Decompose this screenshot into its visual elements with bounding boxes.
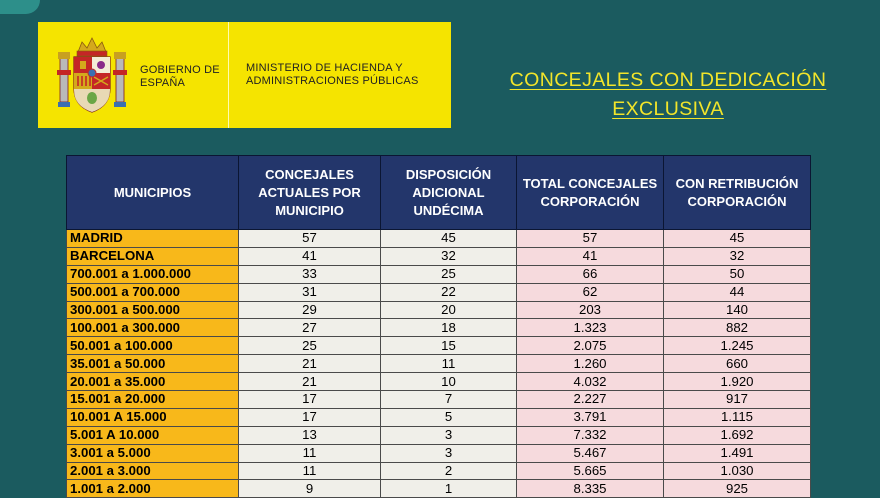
cell-total-concejales: 1.323 (517, 319, 664, 337)
cell-total-concejales: 57 (517, 230, 664, 248)
cell-disposicion-adicional: 18 (381, 319, 517, 337)
cell-total-concejales: 2.227 (517, 391, 664, 409)
cell-disposicion-adicional: 10 (381, 373, 517, 391)
cell-con-retribucion: 1.692 (664, 426, 811, 444)
cell-disposicion-adicional: 20 (381, 301, 517, 319)
table-header-row (67, 156, 811, 230)
cell-con-retribucion: 917 (664, 391, 811, 409)
cell-municipio: 1.001 a 2.000 (67, 480, 239, 498)
cell-disposicion-adicional: 5 (381, 408, 517, 426)
cell-concejales-actuales: 33 (239, 265, 381, 283)
cell-con-retribucion: 45 (664, 230, 811, 248)
cell-concejales-actuales: 57 (239, 230, 381, 248)
cell-total-concejales: 203 (517, 301, 664, 319)
table-row (67, 247, 811, 265)
cell-municipio: 50.001 a 100.000 (67, 337, 239, 355)
concejales-table (66, 155, 811, 498)
table-row (67, 230, 811, 248)
header-concejales-actuales: CONCEJALES ACTUALES POR MUNICIPIO (239, 156, 381, 230)
cell-municipio: 10.001 A 15.000 (67, 408, 239, 426)
table-row (67, 373, 811, 391)
table-row (67, 355, 811, 373)
cell-municipio: MADRID (67, 230, 239, 248)
cell-con-retribucion: 1.245 (664, 337, 811, 355)
cell-concejales-actuales: 21 (239, 355, 381, 373)
cell-municipio: 300.001 a 500.000 (67, 301, 239, 319)
cell-disposicion-adicional: 3 (381, 426, 517, 444)
table-row (67, 301, 811, 319)
header-municipios: MUNICIPIOS (67, 156, 239, 230)
cell-municipio: 35.001 a 50.000 (67, 355, 239, 373)
cell-municipio: 700.001 a 1.000.000 (67, 265, 239, 283)
cell-municipio: 20.001 a 35.000 (67, 373, 239, 391)
cell-total-concejales: 66 (517, 265, 664, 283)
cell-con-retribucion: 50 (664, 265, 811, 283)
banner-divider (228, 22, 229, 128)
cell-total-concejales: 7.332 (517, 426, 664, 444)
cell-disposicion-adicional: 32 (381, 247, 517, 265)
table-row (67, 337, 811, 355)
cell-con-retribucion: 32 (664, 247, 811, 265)
cell-municipio: 100.001 a 300.000 (67, 319, 239, 337)
cell-con-retribucion: 1.115 (664, 408, 811, 426)
cell-concejales-actuales: 17 (239, 408, 381, 426)
cell-disposicion-adicional: 25 (381, 265, 517, 283)
slide-title (480, 66, 856, 124)
cell-total-concejales: 41 (517, 247, 664, 265)
coat-of-arms-icon (56, 36, 128, 116)
cell-municipio: 500.001 a 700.000 (67, 283, 239, 301)
cell-disposicion-adicional: 1 (381, 480, 517, 498)
cell-disposicion-adicional: 15 (381, 337, 517, 355)
cell-total-concejales: 62 (517, 283, 664, 301)
table-row (67, 462, 811, 480)
cell-municipio: 15.001 a 20.000 (67, 391, 239, 409)
cell-concejales-actuales: 11 (239, 462, 381, 480)
slide-title-text: CONCEJALES CON DEDICACIÓN EXCLUSIVA (509, 69, 827, 120)
ministry-label: MINISTERIO DE HACIENDA Y ADMINISTRACIONES PÚBLICAS (246, 62, 419, 87)
cell-con-retribucion: 882 (664, 319, 811, 337)
cell-concejales-actuales: 25 (239, 337, 381, 355)
header-disposicion-adicional: DISPOSICIÓN ADICIONAL UNDÉCIMA (381, 156, 517, 230)
cell-concejales-actuales: 13 (239, 426, 381, 444)
cell-con-retribucion: 1.030 (664, 462, 811, 480)
cell-municipio: BARCELONA (67, 247, 239, 265)
cell-concejales-actuales: 41 (239, 247, 381, 265)
cell-total-concejales: 3.791 (517, 408, 664, 426)
cell-con-retribucion: 660 (664, 355, 811, 373)
cell-disposicion-adicional: 2 (381, 462, 517, 480)
header-con-retribucion: CON RETRIBUCIÓN CORPORACIÓN (664, 156, 811, 230)
cell-concejales-actuales: 31 (239, 283, 381, 301)
government-label: GOBIERNO DE ESPAÑA (140, 64, 220, 89)
table-row (67, 265, 811, 283)
cell-con-retribucion: 44 (664, 283, 811, 301)
table-row (67, 426, 811, 444)
cell-total-concejales: 4.032 (517, 373, 664, 391)
cell-disposicion-adicional: 22 (381, 283, 517, 301)
cell-concejales-actuales: 17 (239, 391, 381, 409)
cell-disposicion-adicional: 45 (381, 230, 517, 248)
table-row (67, 283, 811, 301)
cell-total-concejales: 5.665 (517, 462, 664, 480)
cell-concejales-actuales: 11 (239, 444, 381, 462)
cell-con-retribucion: 140 (664, 301, 811, 319)
cell-con-retribucion: 925 (664, 480, 811, 498)
cell-total-concejales: 8.335 (517, 480, 664, 498)
cell-concejales-actuales: 9 (239, 480, 381, 498)
table-row (67, 408, 811, 426)
cell-total-concejales: 2.075 (517, 337, 664, 355)
cell-total-concejales: 1.260 (517, 355, 664, 373)
cell-municipio: 5.001 A 10.000 (67, 426, 239, 444)
header-total-concejales: TOTAL CONCEJALES CORPORACIÓN (517, 156, 664, 230)
cell-disposicion-adicional: 3 (381, 444, 517, 462)
cell-con-retribucion: 1.920 (664, 373, 811, 391)
government-banner (38, 22, 451, 128)
table-row (67, 319, 811, 337)
table-body (67, 230, 811, 498)
table-row (67, 391, 811, 409)
table-row (67, 480, 811, 498)
cell-disposicion-adicional: 11 (381, 355, 517, 373)
cell-municipio: 2.001 a 3.000 (67, 462, 239, 480)
table-row (67, 444, 811, 462)
cell-disposicion-adicional: 7 (381, 391, 517, 409)
cell-total-concejales: 5.467 (517, 444, 664, 462)
cell-concejales-actuales: 21 (239, 373, 381, 391)
cell-concejales-actuales: 29 (239, 301, 381, 319)
cell-municipio: 3.001 a 5.000 (67, 444, 239, 462)
cell-concejales-actuales: 27 (239, 319, 381, 337)
cell-con-retribucion: 1.491 (664, 444, 811, 462)
corner-accent (0, 0, 40, 14)
